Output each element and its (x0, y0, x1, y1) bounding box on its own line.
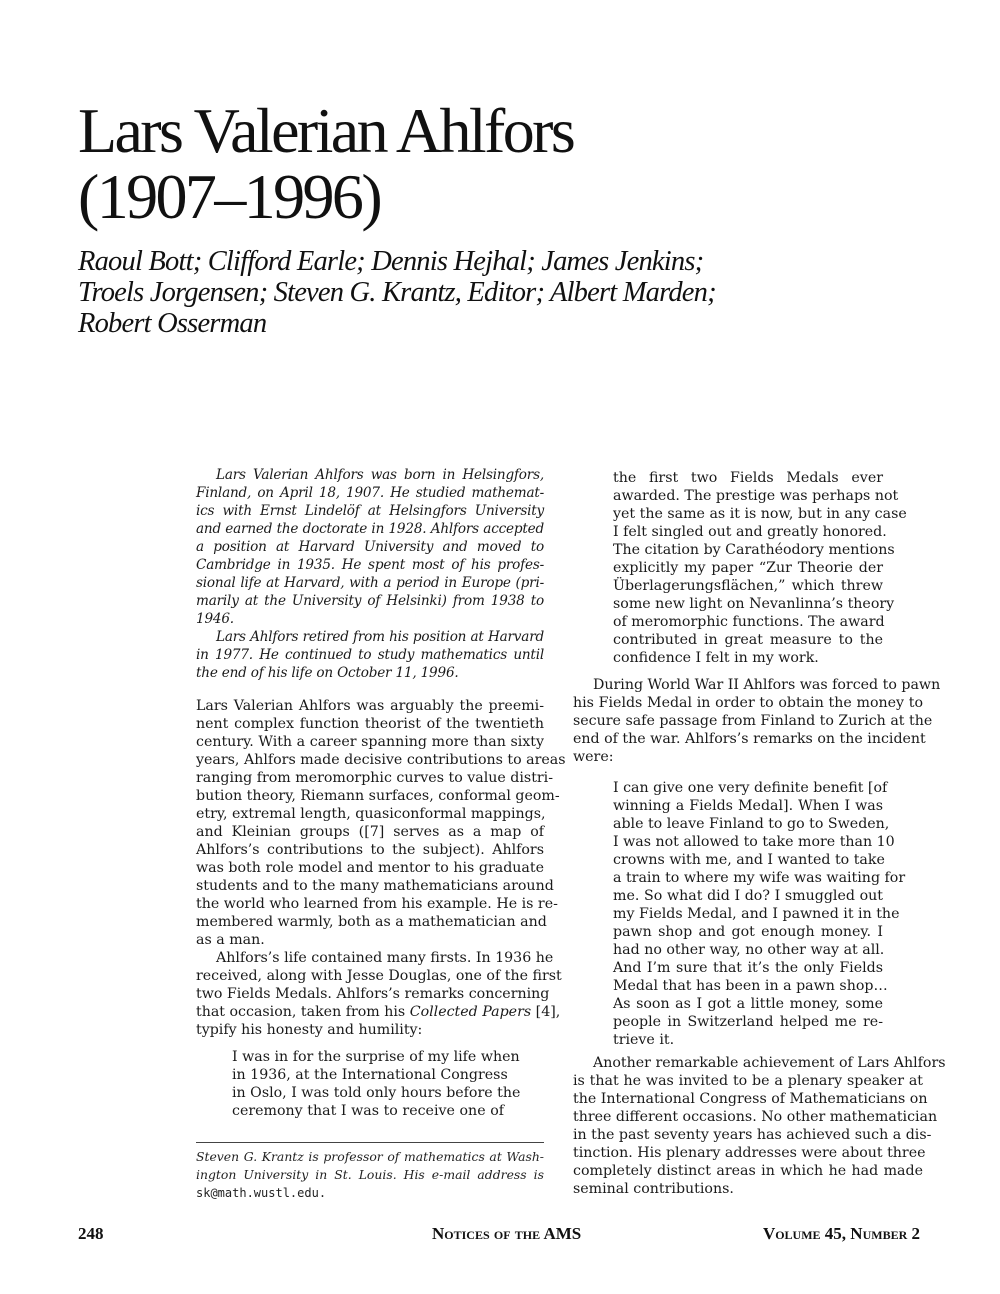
quote-line: winning a Fields Medal]. When I was (613, 798, 883, 814)
body-line: century. With a career spanning more than sixty (196, 734, 544, 750)
quote-line: confidence I felt in my work. (613, 650, 819, 666)
page-number: 248 (78, 1224, 104, 1243)
quote-line: people in Switzerland helped me re- (613, 1014, 883, 1030)
quote-line: explicitly my paper “Zur Theorie der (613, 560, 883, 576)
citation: [4], (531, 1004, 561, 1020)
body-line: bution theory, Riemann surfaces, conformal geom- (196, 788, 560, 804)
quote-line: me. So what did I do? I smuggled out (613, 888, 883, 904)
quote-line: I was not allowed to take more than 10 (613, 834, 895, 850)
body-line: years, Ahlfors made decisive contributions to areas (196, 752, 566, 768)
title-dates: (1907–1996) (78, 161, 381, 232)
quote-line: trieve it. (613, 1032, 675, 1048)
quote-line: crowns with me, and I wanted to take (613, 852, 885, 868)
body-line: students and to the many mathematicians around (196, 878, 554, 894)
body-line: secure safe passage from Finland to Zurich at the (573, 713, 933, 729)
author-line: Robert Osserman (78, 308, 267, 339)
footnote-line (196, 1185, 544, 1203)
title-name: Lars Valerian Ahlfors (78, 95, 574, 166)
body-line: ranging from meromorphic curves to value distri- (196, 770, 554, 786)
quote-line: some new light on Nevanlinna’s theory (613, 596, 895, 612)
quote-line: The citation by Carathéodory mentions (613, 542, 895, 558)
quote-line: I was in for the surprise of my life when (232, 1049, 520, 1065)
quote-line: had no other way, no other way at all. (613, 942, 885, 958)
quote-line: Überlagerungsflächen,” which threw (613, 578, 883, 594)
body-line: seminal contributions. (573, 1181, 734, 1197)
issue-info: Volume 45, Number 2 (762, 1224, 920, 1243)
author-line: Troels Jorgensen; Steven G. Krantz, Editor; Albert Marden; (78, 277, 716, 308)
body-line: Ahlfors’s contributions to the subject). Ahlfors (196, 842, 544, 858)
body-text: that occasion, taken from his (196, 1004, 410, 1020)
body-line: is that he was invited to be a plenary speaker at (573, 1073, 923, 1089)
body-line: typify his honesty and humility: (196, 1022, 423, 1038)
body-paragraph-plenary (573, 1054, 946, 1198)
abstract-line: marily at the University of Helsinki) from 1938 to (196, 593, 544, 609)
journal-name: Notices of the AMS (432, 1224, 582, 1243)
quote-line: Medal that has been in a pawn shop… (613, 978, 888, 994)
quote-line: As soon as I got a little money, some (613, 996, 883, 1012)
body-line: three different occasions. No other mathematician (573, 1109, 938, 1125)
abstract-line: ics with Ernst Lindelöf at Helsingfors University (196, 503, 544, 519)
quote-line: the first two Fields Medals ever (613, 470, 883, 486)
block-quote-fields-medal (196, 1048, 521, 1120)
abstract-line: the end of his life on October 11, 1996. (196, 665, 459, 681)
abstract-line: a position at Harvard University and moved to (196, 539, 544, 555)
body-line: During World War II Ahlfors was forced to pawn (593, 677, 941, 693)
quote-line: pawn shop and got enough money. I (613, 924, 883, 940)
body-line: membered warmly, both as a mathematician and (196, 914, 547, 930)
body-line: and Kleinian groups ([7] serves as a map of (196, 824, 544, 840)
author-line: Raoul Bott; Clifford Earle; Dennis Hejhal; James Jenkins; (78, 246, 704, 277)
body-line: in the past seventy years has achieved such a dis- (573, 1127, 932, 1143)
body-line: Another remarkable achievement of Lars Ahlfors (593, 1055, 946, 1071)
footnote-line: ington University in St. Louis. His e-mail address is (196, 1167, 544, 1182)
abstract-line: Cambridge in 1935. He spent most of his profes- (196, 557, 544, 573)
body-line: end of the war. Ahlfors’s remarks on the incident (573, 731, 926, 747)
abstract-line: and earned the doctorate in 1928. Ahlfors accepted (196, 521, 544, 537)
quote-line: a train to where my wife was waiting for (613, 870, 906, 886)
body-line: two Fields Medals. Ahlfors’s remarks concerning (196, 986, 550, 1002)
block-quote-pawn-shop (573, 779, 906, 1049)
body-paragraph-intro (196, 697, 566, 1039)
editor-footnote (196, 1149, 544, 1203)
body-line: tinction. His plenary addresses were about three (573, 1145, 926, 1161)
body-line: were: (573, 749, 614, 765)
quote-line: of meromorphic functions. The award (613, 614, 885, 630)
body-line: was both role model and mentor to his graduate (196, 860, 544, 876)
body-line: Ahlfors’s life contained many firsts. In 1936 he (216, 950, 554, 966)
quote-line: ceremony that I was to receive one of (232, 1103, 504, 1119)
footnote-line: Steven G. Krantz is professor of mathematics at Wash- (196, 1149, 544, 1164)
body-line: received, along with Jesse Douglas, one of the first (196, 968, 562, 984)
quote-line: And I’m sure that it’s the only Fields (613, 960, 883, 976)
email-link[interactable]: sk@math.wustl.edu (196, 1186, 319, 1200)
quote-line: able to leave Finland to go to Sweden, (613, 816, 890, 832)
block-quote-fields-medal-continued (573, 469, 907, 667)
abstract-line: sional life at Harvard, with a period in Europe (pri- (196, 575, 544, 591)
quote-line: in Oslo, I was told only hours before the (232, 1085, 521, 1101)
body-line: as a man. (196, 932, 265, 948)
abstract (196, 466, 544, 682)
quote-line: my Fields Medal, and I pawned it in the (613, 906, 900, 922)
article-title (78, 95, 574, 232)
body-paragraph-pawn (573, 676, 941, 766)
quote-line: yet the same as it is now, but in any case (613, 506, 907, 522)
author-list (78, 246, 716, 339)
body-line: nent complex function theorist of the twentieth (196, 716, 544, 732)
quote-line: awarded. The prestige was perhaps not (613, 488, 899, 504)
body-line: completely distinct areas in which he had made (573, 1163, 923, 1179)
quote-line: contributed in great measure to the (613, 632, 883, 648)
quote-line: in 1936, at the International Congress (232, 1067, 508, 1083)
quote-line: I felt singled out and greatly honored. (613, 524, 887, 540)
body-line: the International Congress of Mathematicians on (573, 1091, 928, 1107)
quote-line: I can give one very definite benefit [of (613, 780, 888, 796)
body-line: Lars Valerian Ahlfors was arguably the preemi- (196, 698, 544, 714)
body-line: his Fields Medal in order to obtain the money to (573, 695, 923, 711)
body-line: etry, extremal length, quasiconformal mappings, (196, 806, 546, 822)
abstract-line: 1946. (196, 611, 234, 627)
body-line (196, 1003, 561, 1021)
book-title: Collected Papers (409, 1004, 532, 1020)
abstract-line: Lars Valerian Ahlfors was born in Helsingfors, (216, 467, 544, 483)
abstract-line: in 1977. He continued to study mathematics until (196, 647, 544, 663)
abstract-line: Finland, on April 18, 1907. He studied mathemat- (196, 485, 544, 501)
body-line: the world who learned from his example. He is re- (196, 896, 558, 912)
abstract-line: Lars Ahlfors retired from his position at Harvard (216, 629, 544, 645)
footnote-period: . (318, 1186, 327, 1200)
footnote-divider (196, 1142, 544, 1143)
